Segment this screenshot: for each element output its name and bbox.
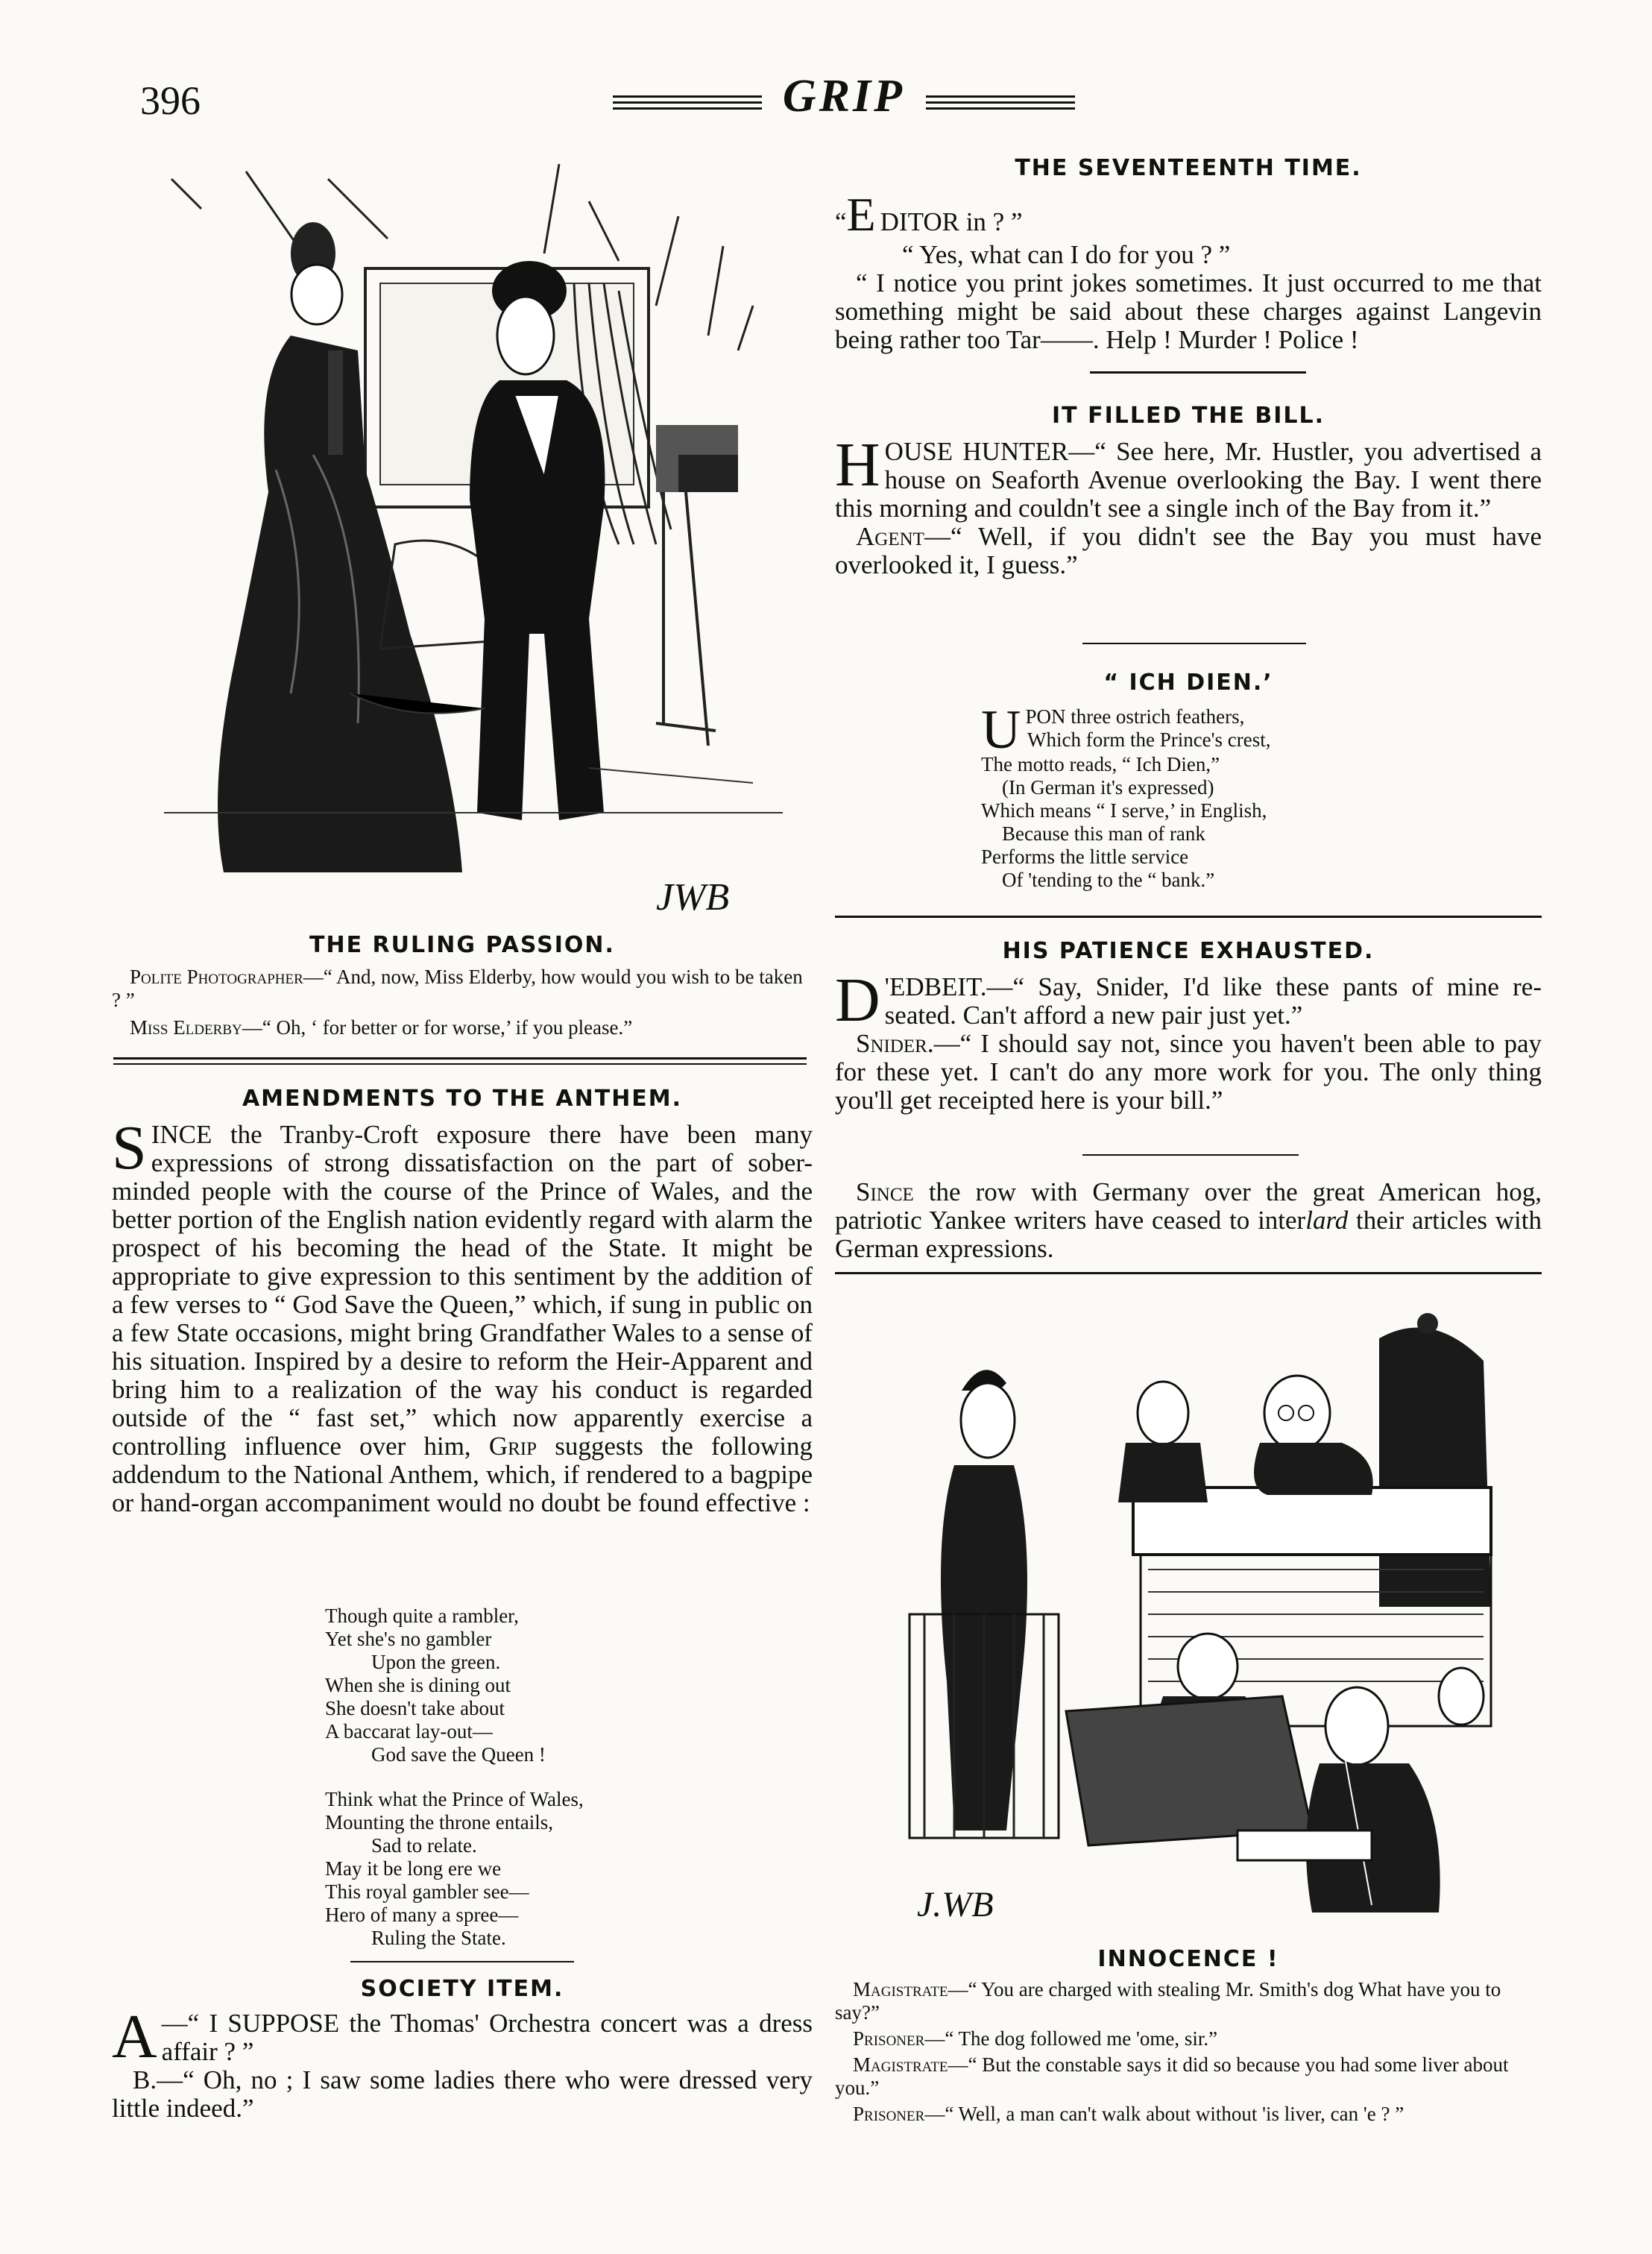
- innocence-line-1: [835, 1978, 1542, 2024]
- ich-dien-dropcap: U: [981, 699, 1021, 761]
- society-line-2: B.—“ Oh, no ; I saw some ladies there who were dressed very little indeed.”: [112, 2065, 813, 2123]
- patience-dropcap: D: [835, 966, 880, 1035]
- germany-since: Since: [856, 1177, 914, 1206]
- seventeenth-text-1: DITOR in ? ”: [880, 207, 1023, 236]
- divider: [835, 1272, 1542, 1274]
- seventeenth-line-3: “ I notice you print jokes sometimes. It just occurred to me that something might be said about these charges against Langevin being rather too Tar——. Help ! Murder ! Police !: [835, 268, 1542, 354]
- verse-line: Of 'tending to the “ bank.”: [1002, 869, 1215, 891]
- masthead: [605, 70, 1082, 130]
- ruling-passion-title: THE RULING PASSION.: [309, 932, 615, 958]
- verse-line: When she is dining out: [325, 1674, 511, 1696]
- ruling-passion-caption-2: [112, 1016, 813, 1039]
- verse-line: May it be long ere we: [325, 1857, 502, 1880]
- verse-line: A baccarat lay-out—: [325, 1720, 493, 1743]
- patience-text-1: [835, 966, 1542, 1035]
- innocence-speaker: Magistrate: [853, 1978, 948, 2000]
- innocence-signature: J.WB: [917, 1885, 994, 1924]
- innocence-text: —“ You are charged with stealing Mr. Smith's dog What have you to say?”: [835, 1978, 1501, 2024]
- filled-bill-text-2: [835, 523, 1542, 579]
- verse-line: Performs the little service: [981, 846, 1189, 868]
- ruling-passion-caption-1: [112, 966, 813, 1012]
- patience-snider: Snider: [856, 1029, 927, 1058]
- society-dropcap: A: [112, 2002, 157, 2071]
- filled-bill-line-1: —“ See here, Mr. Hustler, you advertised a house on Seaforth Avenue overlooking the Bay. I went there this morning and couldn't see a single inch of the Bay from it.”: [835, 437, 1542, 523]
- innocence-illustration: [895, 1294, 1513, 1935]
- divider: [113, 1057, 807, 1060]
- filled-bill-opening: OUSE HUNTER: [884, 437, 1069, 466]
- verse-line: Think what the Prince of Wales,: [325, 1788, 584, 1810]
- masthead-title: GRIP: [782, 71, 906, 122]
- society-line-1: [112, 2002, 813, 2071]
- ruling-passion-signature: JWB: [656, 876, 730, 919]
- verse-line: God save the Queen !: [371, 1743, 546, 1766]
- verse-line: Sad to relate.: [371, 1834, 477, 1857]
- verse-line: Hero of many a spree—: [325, 1904, 519, 1926]
- ich-dien-title: “ ICH DIEN.’: [1103, 670, 1273, 696]
- patience-line-2: .—“ I should say not, since you haven't been able to pay for these yet. I can't do any more work for you. The only thing you'll get receipted here is your bill.”: [835, 1029, 1542, 1115]
- verse-line: Upon the green.: [371, 1651, 501, 1673]
- society-text-1: —“ I SUPPOSE the Thomas' Orchestra concert was a dress affair ? ”: [161, 2009, 813, 2066]
- patience-title: HIS PATIENCE EXHAUSTED.: [1002, 938, 1375, 964]
- filled-bill-line-2: —“ Well, if you didn't see the Bay you must have overlooked it, I guess.”: [835, 522, 1542, 579]
- verse-line: Though quite a rambler,: [325, 1605, 519, 1627]
- ruling-passion-line-2: —“ Oh, ‘ for better or for worse,’ if you please.”: [242, 1016, 633, 1039]
- innocence-speaker: Prisoner: [853, 2103, 925, 2125]
- verse-line: The motto reads, “ Ich Dien,”: [981, 753, 1220, 775]
- patience-text-2: [835, 1030, 1542, 1115]
- verse-line: Yet she's no gambler: [325, 1628, 492, 1650]
- page-number: 396: [140, 78, 201, 123]
- germany-text: the row with Germany over the great American hog, patriotic Yankee writers have ceased to inter: [835, 1177, 1542, 1235]
- innocence-text: —“ The dog followed me 'ome, sir.”: [924, 2027, 1218, 2050]
- anthem-verse-2: [325, 1788, 668, 1950]
- ruling-passion-speaker-1: Polite Photographer: [130, 966, 303, 988]
- verse-line: She doesn't take about: [325, 1697, 505, 1719]
- verse-line: Mounting the throne entails,: [325, 1811, 553, 1833]
- verse-line: (In German it's expressed): [1002, 776, 1214, 799]
- amendments-opening: INCE: [151, 1120, 212, 1149]
- amendments-body-2: suggests the following addendum to the National Anthem, which, if rendered to a bagpipe or hand-organ accompaniment would no doubt be found effective :: [112, 1432, 813, 1517]
- verse-line: Because this man of rank: [1002, 822, 1205, 845]
- divider: [835, 916, 1542, 918]
- filled-bill-dropcap: H: [835, 430, 880, 500]
- innocence-line-2: [835, 2027, 1542, 2050]
- innocence-text: —“ Well, a man can't walk about without 'is liver, can 'e ? ”: [924, 2103, 1404, 2125]
- verse-line: Ruling the State.: [371, 1927, 506, 1949]
- anthem-verse-1: [325, 1605, 668, 1766]
- seventeenth-line-1: [835, 189, 1542, 241]
- innocence-speaker: Prisoner: [853, 2027, 925, 2050]
- ruling-passion-speaker-2: Miss Elderby: [130, 1016, 242, 1039]
- filled-bill-agent: Agent: [856, 522, 924, 551]
- amendments-body-1: the Tranby-Croft exposure there have been many expressions of strong dissatisfaction on the part of sober-minded people with the course of the Prince of Wales, and the better portion of the English nation evidently regard with alarm the prospect of his becoming the head of the State. It might be appropriate to give expression to this sentiment by the addition of a few verses to “ God Save the Queen,” which, if sung in public on a few State occasions, might bring Grandfather Wales to a sense of his situation. Inspired by a desire to reform the Heir-Apparent and bring him to a realization of the way his conduct is regarded outside of the “ fast set,” which now apparently exercise a controlling influence over him,: [112, 1120, 813, 1461]
- seventeenth-dropcap: E: [846, 188, 876, 241]
- innocence-text: —“ But the constable says it did so because you had some liver about you.”: [835, 2053, 1509, 2099]
- divider: [350, 1961, 574, 1962]
- amendments-dropcap: S: [112, 1113, 147, 1183]
- innocence-title: INNOCENCE !: [1097, 1946, 1279, 1972]
- innocence-line-4: [835, 2103, 1542, 2126]
- verse-line: Which means “ I serve,’ in English,: [981, 799, 1267, 822]
- germany-paragraph: [835, 1178, 1542, 1263]
- ruling-passion-line-1: —“ And, now, Miss Elderby, how would you wish to be taken ? ”: [112, 966, 803, 1011]
- innocence-line-3: [835, 2053, 1542, 2100]
- amendments-grip: Grip: [488, 1432, 537, 1461]
- verse-line: PON three ostrich feathers,: [1025, 705, 1245, 728]
- seventeenth-title: THE SEVENTEENTH TIME.: [1015, 155, 1362, 181]
- ich-dien-verse: [981, 699, 1399, 892]
- seventeenth-line-2: “ Yes, what can I do for you ? ”: [902, 240, 1231, 269]
- verse-line: Which form the Prince's crest,: [1027, 728, 1271, 751]
- innocence-speaker: Magistrate: [853, 2053, 948, 2076]
- patience-line-1: 'EDBEIT.—“ Say, Snider, I'd like these pants of mine re-seated. Can't afford a new pair just yet.”: [884, 972, 1542, 1030]
- germany-text-2: their articles with German expressions.: [835, 1206, 1542, 1263]
- divider: [113, 1063, 807, 1065]
- amendments-body: [112, 1113, 813, 1517]
- divider: [1082, 1154, 1299, 1156]
- verse-line: This royal gambler see—: [325, 1880, 529, 1903]
- germany-lard: lard: [1305, 1206, 1349, 1235]
- seventeenth-quote: “: [835, 207, 847, 236]
- amendments-title: AMENDMENTS TO THE ANTHEM.: [242, 1086, 683, 1112]
- filled-bill-title: IT FILLED THE BILL.: [1052, 403, 1325, 429]
- society-title: SOCIETY ITEM.: [360, 1976, 564, 2002]
- ruling-passion-illustration: [142, 157, 790, 925]
- divider: [1090, 371, 1306, 374]
- filled-bill-text-1: [835, 430, 1542, 523]
- divider: [1082, 643, 1306, 644]
